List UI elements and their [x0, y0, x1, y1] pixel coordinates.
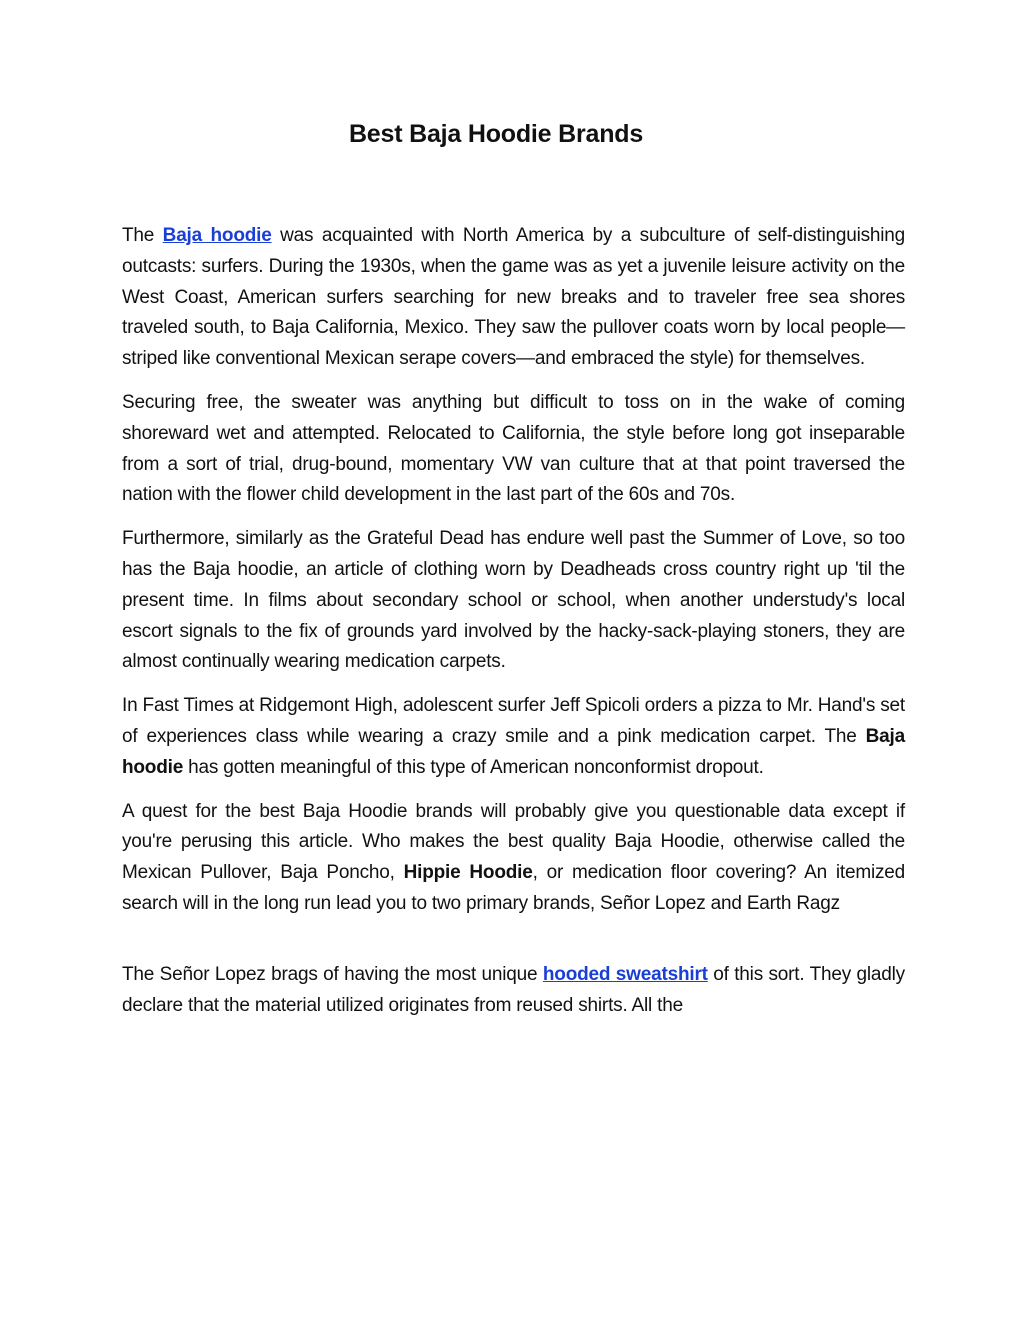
- paragraph-text: A quest for the best Baja Hoodie brands will probably give you questionable data except if you're perusing this article. Who makes the best quality Baja Hoodie, otherwise called the Mexican Pullover, Baja Poncho,: [122, 800, 905, 884]
- paragraph-grateful-dead: Furthermore, similarly as the Grateful Dead has endure well past the Summer of Love, so too has the Baja hoodie, an article of clothing worn by Deadheads cross country right up 'til the present time. In films about secondary school or school, when another understudy's local escort signals to the fix of grounds yard involved by the hacky-sack-playing stoners, they are almost continually wearing medication carpets.: [122, 528, 905, 673]
- paragraph-brands: [122, 797, 905, 920]
- paragraph-text: In Fast Times at Ridgemont High, adolescent surfer Jeff Spicoli orders a pizza to Mr. Hand's set of experiences class while wearing a crazy smile and a pink medication carpet. The: [122, 695, 905, 747]
- paragraph-text: has gotten meaningful of this type of American nonconformist dropout.: [183, 756, 764, 778]
- baja-hoodie-link[interactable]: Baja hoodie: [162, 225, 272, 246]
- bold-baja-hoodie: Baja hoodie: [122, 725, 905, 778]
- paragraph-text: of this sort. They gladly declare that the material utilized originates from reused shirts. All the: [122, 963, 905, 1016]
- paragraph-text: The Señor Lopez brags of having the most unique: [122, 963, 543, 985]
- bold-hippie-hoodie: Hippie Hoodie: [403, 862, 533, 884]
- paragraph-intro: [122, 221, 905, 375]
- paragraph-text: The: [122, 225, 163, 246]
- paragraph-history: Securing free, the sweater was anything but difficult to toss on in the wake of coming shoreward wet and attempted. Relocated to California, the style before long got inseparable from a sort of trial, drug-bound, momentary VW van culture that at that point traversed the nation with the flower child development in the last part of the 60s and 70s.: [122, 391, 905, 506]
- paragraph-fast-times: [122, 691, 905, 783]
- paragraph-text: , or medication floor covering? An itemized search will in the long run lead you to two primary brands, Señor Lopez and Earth Ragz: [122, 862, 906, 914]
- paragraph-senor-lopez: [122, 960, 905, 1022]
- page-title: Best Baja Hoodie Brands: [348, 120, 644, 148]
- paragraph-text: was acquainted with North America by a subculture of self-distinguishing outcasts: surfers. During the 1930s, when the game was as yet a juvenile leisure activity on the West Coast, American surfers searching for new breaks and to traveler free sea shores traveled south, to Baja California, Mexico. They saw the pullover coats worn by local people—striped like conventional Mexican serape covers—and embraced the style) for themselves.: [122, 225, 906, 370]
- hooded-sweatshirt-link[interactable]: hooded sweatshirt: [542, 963, 708, 985]
- document-body: [122, 221, 905, 1034]
